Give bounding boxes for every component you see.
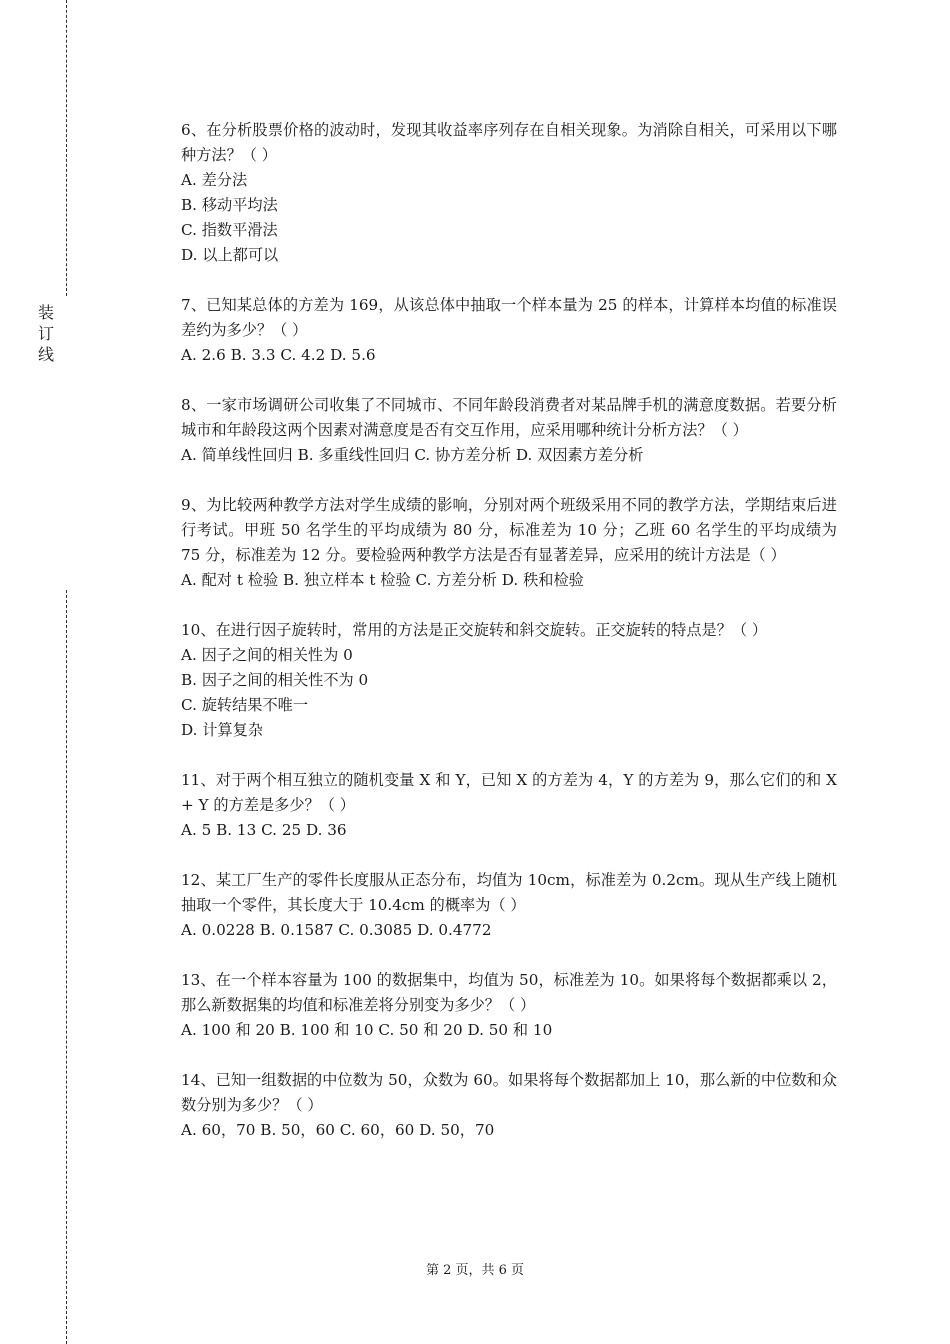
answer-option: B. 移动平均法 <box>181 196 278 214</box>
answer-option: A. 简单线性回归 B. 多重线性回归 C. 协方差分析 D. 双因素方差分析 <box>181 446 644 464</box>
question-block <box>181 768 837 843</box>
answer-option: B. 因子之间的相关性不为 0 <box>181 671 369 689</box>
question-text: 6、在分析股票价格的波动时，发现其收益率序列存在自相关现象。为消除自相关，可采用以下哪种方法？（ ） <box>181 121 837 164</box>
binding-dashed-line-top <box>66 0 67 296</box>
question-text: 7、已知某总体的方差为 169，从该总体中抽取一个样本量为 25 的样本，计算样本均值的标准误差约为多少？（ ） <box>181 296 837 339</box>
question-block <box>181 618 837 743</box>
page-footer: 第 2 页，共 6 页 <box>425 1263 525 1278</box>
question-block <box>181 393 837 468</box>
answer-option: A. 0.0228 B. 0.1587 C. 0.3085 D. 0.4772 <box>181 921 492 939</box>
question-block <box>181 868 837 943</box>
question-text: 14、已知一组数据的中位数为 50，众数为 60。如果将每个数据都加上 10，那么新的中位数和众数分别为多少？（ ） <box>181 1071 837 1114</box>
question-list <box>181 118 837 1168</box>
question-text: 9、为比较两种教学方法对学生成绩的影响，分别对两个班级采用不同的教学方法，学期结束后进行考试。甲班 50 名学生的平均成绩为 80 分，标准差为 10 分；乙班 60 名学生的平均成绩为 75 分，标准差为 12 分。要检验两种教学方法是否有显著差异，应采用的统计方法是（ ） <box>181 496 837 564</box>
answer-option: A. 60，70 B. 50，60 C. 60，60 D. 50，70 <box>181 1121 495 1139</box>
question-block <box>181 493 837 593</box>
binding-dashed-line-bottom <box>66 590 67 1344</box>
question-text: 12、某工厂生产的零件长度服从正态分布，均值为 10cm，标准差为 0.2cm。现从生产线上随机抽取一个零件，其长度大于 10.4cm 的概率为（ ） <box>181 871 837 914</box>
question-block <box>181 293 837 368</box>
answer-option: A. 配对 t 检验 B. 独立样本 t 检验 C. 方差分析 D. 秩和检验 <box>181 571 584 589</box>
question-text: 10、在进行因子旋转时，常用的方法是正交旋转和斜交旋转。正交旋转的特点是？（ ） <box>181 621 768 639</box>
question-block <box>181 968 837 1043</box>
question-block <box>181 1068 837 1143</box>
binding-label: 装订线 <box>37 303 54 364</box>
answer-option: C. 旋转结果不唯一 <box>181 696 309 714</box>
answer-option: C. 指数平滑法 <box>181 221 278 239</box>
question-text: 11、对于两个相互独立的随机变量 X 和 Y，已知 X 的方差为 4，Y 的方差为 9，那么它们的和 X + Y 的方差是多少？（ ） <box>181 771 837 814</box>
question-block <box>181 118 837 268</box>
question-text: 8、一家市场调研公司收集了不同城市、不同年龄段消费者对某品牌手机的满意度数据。若要分析城市和年龄段这两个因素对满意度是否有交互作用，应采用哪种统计分析方法？（ ） <box>181 396 837 439</box>
answer-option: D. 以上都可以 <box>181 246 279 264</box>
answer-option: A. 因子之间的相关性为 0 <box>181 646 353 664</box>
answer-option: A. 100 和 20 B. 100 和 10 C. 50 和 20 D. 50 和 10 <box>181 1021 553 1039</box>
answer-option: A. 2.6 B. 3.3 C. 4.2 D. 5.6 <box>181 346 376 364</box>
answer-option: A. 差分法 <box>181 171 248 189</box>
question-text: 13、在一个样本容量为 100 的数据集中，均值为 50，标准差为 10。如果将每个数据都乘以 2，那么新数据集的均值和标准差将分别变为多少？（ ） <box>181 971 837 1014</box>
answer-option: A. 5 B. 13 C. 25 D. 36 <box>181 821 347 839</box>
answer-option: D. 计算复杂 <box>181 721 264 739</box>
